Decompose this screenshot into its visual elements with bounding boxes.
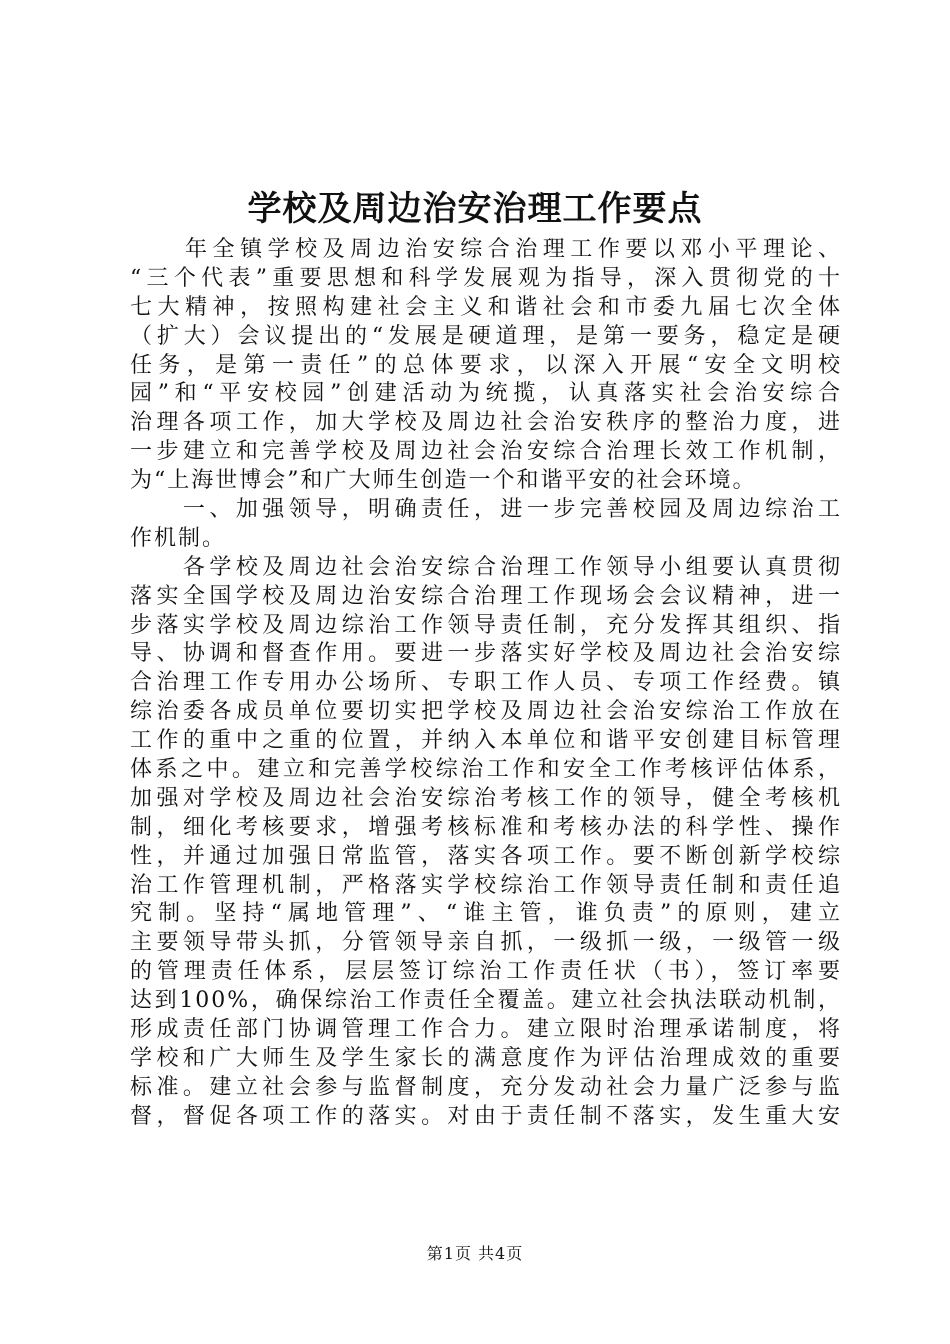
page-footer: 第1页 共4页 — [426, 1244, 524, 1263]
body-line: 主要领导带头抓，分管领导亲自抓，一级抓一级，一级管一级 — [130, 930, 842, 956]
body-line: 步落实学校及周边综治工作领导责任制，充分发挥其组织、指 — [130, 612, 842, 638]
body-line: 治工作管理机制，严格落实学校综治工作领导责任制和责任追 — [130, 872, 842, 898]
body-line: 园”和“平安校园”创建活动为统揽，认真落实社会治安综合 — [130, 381, 842, 407]
body-line: 达到100%，确保综治工作责任全覆盖。建立社会执法联动机制， — [130, 988, 842, 1014]
body-line: 的管理责任体系，层层签订综治工作责任状（书），签订率要 — [130, 959, 842, 985]
body-line: 年全镇学校及周边治安综合治理工作要以邓小平理论、 — [130, 237, 842, 262]
body-line: 究制。坚持“属地管理”、“谁主管，谁负责”的原则，建立 — [130, 901, 842, 927]
document-body — [130, 236, 842, 1132]
document-title: 学校及周边治安治理工作要点 — [247, 189, 703, 229]
body-line: 工作的重中之重的位置，并纳入本单位和谐平安创建目标管理 — [130, 728, 842, 754]
body-line: 性，并通过加强日常监管，落实各项工作。要不断创新学校综 — [130, 843, 842, 869]
body-line: 学校和广大师生及学生家长的满意度作为评估治理成效的重要 — [130, 1045, 842, 1071]
body-line: 一、加强领导，明确责任，进一步完善校园及周边综治工 — [130, 497, 842, 523]
body-line: 各学校及周边社会治安综合治理工作领导小组要认真贯彻 — [130, 554, 842, 580]
body-line: 为“上海世博会”和广大师生创造一个和谐平安的社会环境。 — [130, 468, 757, 494]
body-line: 任务，是第一责任”的总体要求，以深入开展“安全文明校 — [130, 352, 842, 378]
body-line: 督，督促各项工作的落实。对由于责任制不落实，发生重大安 — [130, 1103, 842, 1129]
body-line: 合治理工作专用办公场所、专职工作人员、专项工作经费。镇 — [130, 670, 842, 696]
body-line: 七大精神，按照构建社会主义和谐社会和市委九届七次全体 — [130, 294, 842, 320]
body-line: 落实全国学校及周边治安综合治理工作现场会会议精神，进一 — [130, 583, 842, 609]
body-line: 标准。建立社会参与监督制度，充分发动社会力量广泛参与监 — [130, 1074, 842, 1100]
body-line: “三个代表”重要思想和科学发展观为指导，深入贯彻党的十 — [130, 265, 842, 291]
body-line: 治理各项工作，加大学校及周边社会治安秩序的整治力度，进 — [130, 410, 842, 436]
body-line: 形成责任部门协调管理工作合力。建立限时治理承诺制度，将 — [130, 1017, 842, 1043]
body-line: 体系之中。建立和完善学校综治工作和安全工作考核评估体系， — [130, 757, 842, 783]
body-line: 导、协调和督查作用。要进一步落实好学校及周边社会治安综 — [130, 641, 842, 667]
body-line: （扩大）会议提出的“发展是硬道理，是第一要务，稳定是硬 — [130, 323, 842, 349]
body-line: 加强对学校及周边社会治安综治考核工作的领导，健全考核机 — [130, 785, 842, 811]
body-line: 综治委各成员单位要切实把学校及周边社会治安综治工作放在 — [130, 699, 842, 725]
body-line: 制，细化考核要求，增强考核标准和考核办法的科学性、操作 — [130, 814, 842, 840]
body-line: 作机制。 — [130, 525, 227, 551]
body-line: 一步建立和完善学校及周边社会治安综合治理长效工作机制， — [130, 439, 842, 465]
